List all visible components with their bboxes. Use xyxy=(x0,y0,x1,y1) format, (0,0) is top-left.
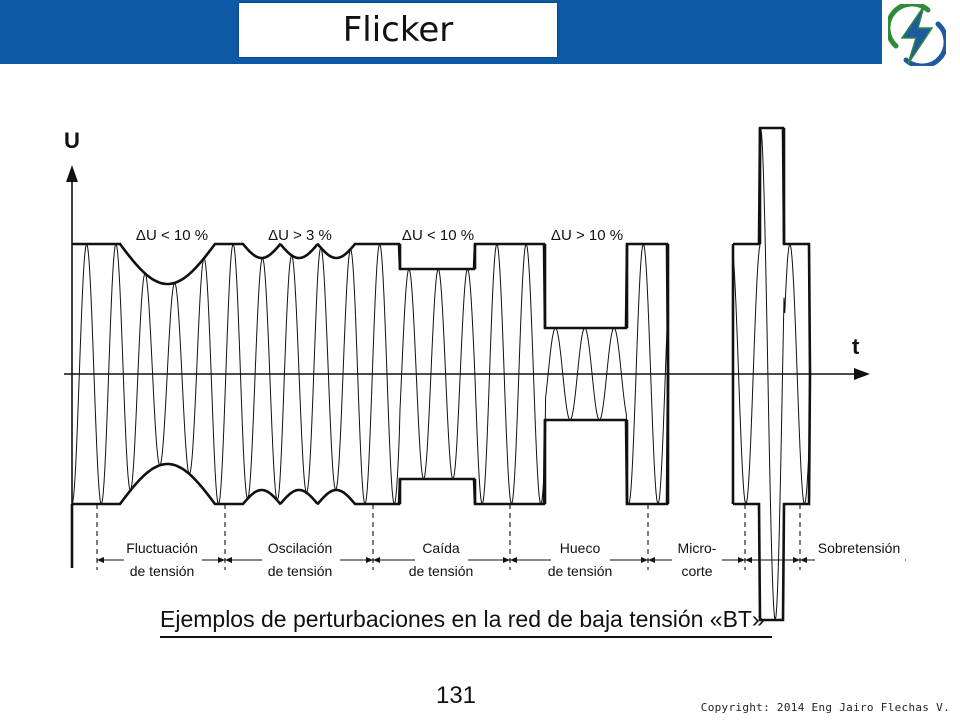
annotation-sag: ΔU > 10 % xyxy=(550,227,624,244)
copyright-notice: Copyright: 2014 Eng Jairo Flechas V. xyxy=(700,701,950,714)
segment-arrowhead xyxy=(510,557,517,563)
segment-arrowhead xyxy=(641,557,648,563)
slide-number: 131 xyxy=(435,682,477,709)
segment-arrowhead xyxy=(373,557,380,563)
segment-arrowhead xyxy=(97,557,104,563)
segment-arrowhead xyxy=(503,557,510,563)
slide-title: Flicker xyxy=(238,2,558,58)
segment-arrowhead xyxy=(800,557,807,563)
figure-caption: Ejemplos de perturbaciones en la red de baja tensión «BT» xyxy=(160,604,772,638)
segment-label-microcut-1: Micro- xyxy=(677,540,717,556)
segment-arrowhead xyxy=(745,557,752,563)
u-axis-label: U xyxy=(64,128,80,153)
t-axis-arrow xyxy=(854,368,870,380)
segment-label-dip-2: de tensión xyxy=(408,563,474,579)
annotation-fluctuation: ΔU < 10 % xyxy=(135,227,209,244)
u-axis-arrow xyxy=(66,165,78,182)
segment-arrowhead xyxy=(225,557,232,563)
upper-envelope xyxy=(733,128,810,374)
segment-label-oscillation-1: Oscilación xyxy=(267,540,333,556)
annotation-oscillation: ΔU > 3 % xyxy=(268,227,332,244)
segment-label-overvoltage: Sobretensión xyxy=(817,540,901,556)
segment-arrowhead xyxy=(793,557,800,563)
segment-label-sag-2: de tensión xyxy=(547,563,613,579)
annotation-dip: ΔU < 10 % xyxy=(401,227,475,244)
segment-label-sag-1: Hueco xyxy=(559,540,601,556)
segment-label-microcut-2: corte xyxy=(681,563,713,579)
t-axis-label: t xyxy=(852,334,860,359)
upper-envelope xyxy=(72,244,668,374)
segment-label-fluctuation-2: de tensión xyxy=(129,563,195,579)
segment-label-oscillation-2: de tensión xyxy=(267,563,333,579)
segment-arrowhead xyxy=(648,557,655,563)
segment-label-fluctuation-1: Fluctuación xyxy=(126,540,198,556)
segment-label-dip-1: Caída xyxy=(422,540,460,556)
segment-arrowhead xyxy=(366,557,373,563)
segment-arrowhead xyxy=(218,557,225,563)
segment-arrowhead xyxy=(738,557,745,563)
